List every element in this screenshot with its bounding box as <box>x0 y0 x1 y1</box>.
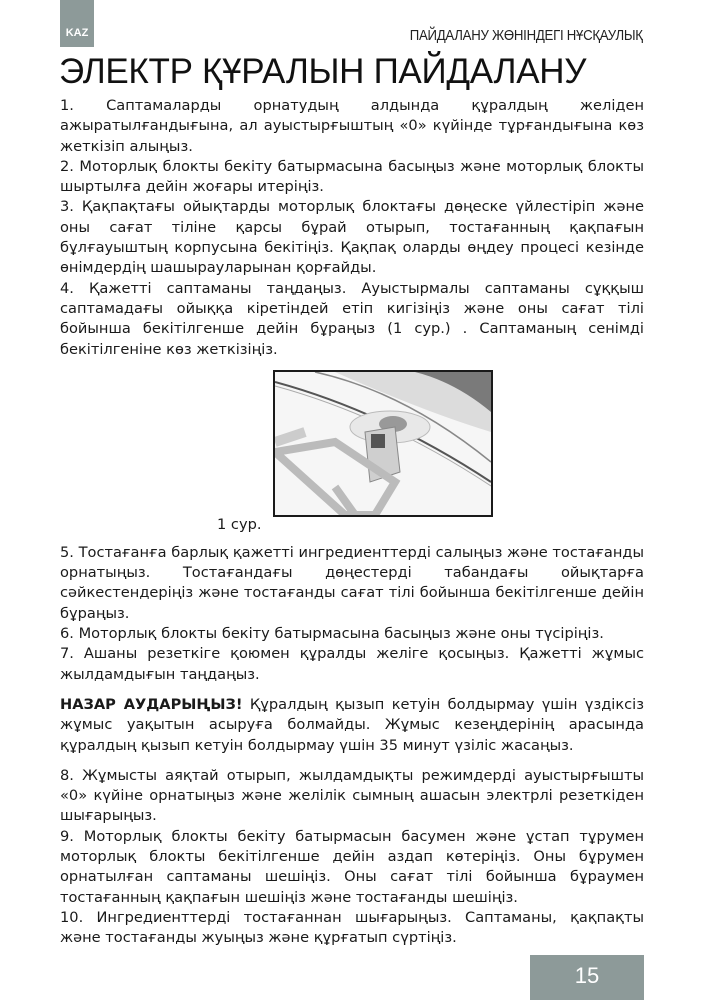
language-tab <box>60 0 94 47</box>
warning-note <box>60 695 644 756</box>
step-6: 6. Моторлық блокты бекіту батырмасына басыңыз және оны түсіріңіз. <box>60 625 604 643</box>
step-5: 5. Тостағанға барлық қажетті ингредиенттерді салыңыз және тостағанды орнатыңыз. Тостағандағы дөңестерді табандағы ойықтарға сәйкестендеріңіз және тостағанды сағат тілі бойынша бекітілгенше дейін бұраңыз. <box>60 543 644 622</box>
mixer-attachment-illustration <box>275 372 491 515</box>
warning-label: НАЗАР АУДАРЫҢЫЗ! <box>60 695 243 713</box>
running-header-title: ПАЙДАЛАНУ ЖӨНІНДЕГІ НҰСҚАУЛЫҚ <box>410 27 643 44</box>
step-4: 4. Қажетті саптаманы таңдаңыз. Ауыстырмалы саптаманы сұққыш саптамадағы ойыққа кіретіндей етіп кигізіңіз және оны сағат тілі бойынша бекітілгенше дейін бұраңыз (1 сур.) . Саптаманың сенімді бекітілгеніне көз жеткізіңіз. <box>60 279 644 358</box>
step-1: 1. Саптамаларды орнатудың алдында құралдың желіден ажыратылғандығына, ал ауыстырғыштың «0» күйінде тұрғандығына көз жеткізіп алыңыз. <box>60 97 644 155</box>
figure-caption: 1 сур. <box>217 515 262 533</box>
step-7: 7. Ашаны резеткіге қоюмен құралды желіге қосыңыз. Қажетті жұмыс жылдамдығын таңдаңыз. <box>60 645 644 683</box>
page-number-label: 15 <box>574 963 600 988</box>
language-tab-label: KAZ <box>65 27 89 39</box>
step-2: 2. Моторлық блокты бекіту батырмасына басыңыз және моторлық блокты шыртылға дейін жоғары итеріңіз. <box>60 157 644 196</box>
warning-text: Құралдың қызып кетуін болдырмау үшін үздіксіз жұмыс уақытын асыруға болмайды. Жұмыс кезеңдерінің арасында құралдың қызып кетуін болдырмау үшін 35 минут үзіліс жасаңыз. <box>60 695 644 754</box>
instructions-body <box>60 96 644 949</box>
page-title: ЭЛЕКТР ҚҰРАЛЫН ПАЙДАЛАНУ <box>59 52 587 91</box>
step-8: 8. Жұмысты аяқтай отырып, жылдамдықты режимдерді ауыстырғышты «0» күйіне орнатыңыз және желілік сымның ашасын электрлі резеткіден шығарыңыз. <box>60 766 644 825</box>
step-3: 3. Қақпақтағы ойықтарды моторлық блоктағы дөңеске үйлестіріп және оны сағат тіліне қарсы бұрай отырып, тостағанның қақпағын бұлғауыштың корпусына бекітіңіз. Қақпақ оларды өңдеу процесі кезінде өнімдердің шашырауларынан қорғайды. <box>60 198 644 277</box>
figure-1 <box>60 367 644 543</box>
page-number <box>530 955 644 1000</box>
attachment-photo <box>273 370 493 517</box>
step-10: 10. Ингредиенттерді тостағаннан шығарыңыз. Саптаманы, қақпақты және тостағанды жуыңыз және құрғатып сүртіңіз. <box>60 908 644 947</box>
step-9: 9. Моторлық блокты бекіту батырмасын басумен және ұстап тұрумен моторлық блокты бекітілгенше дейін аздап көтеріңіз. Оны бұрумен орнатылған саптаманы шешіңіз. Оны сағат тілі бойынша бұраумен тостағанның қақпағын шешіңіз және тостағанды шешіңіз. <box>60 827 644 906</box>
